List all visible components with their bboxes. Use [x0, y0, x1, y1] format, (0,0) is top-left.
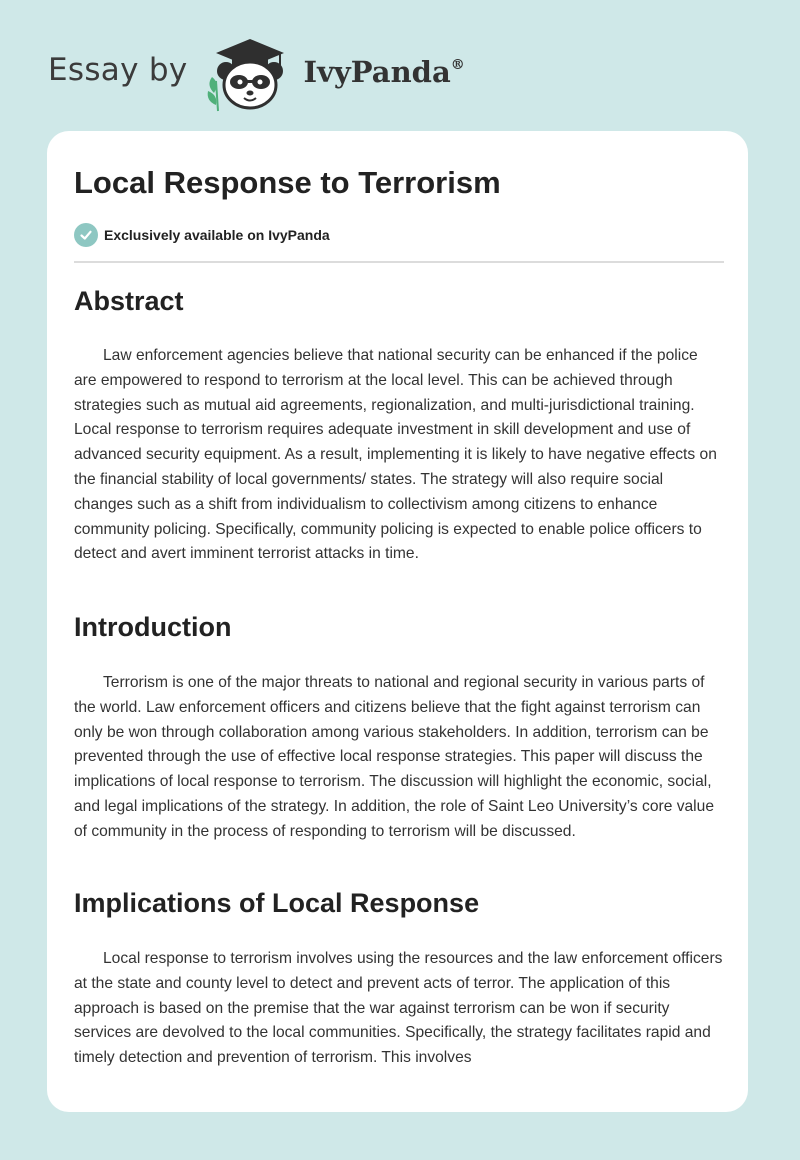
section-heading-introduction: Introduction [74, 612, 232, 642]
exclusive-badge-label: Exclusively available on IvyPanda [104, 227, 330, 243]
page-title: Local Response to Terrorism [74, 165, 501, 200]
essay-card [47, 131, 748, 1112]
registered-mark: ® [450, 57, 465, 73]
check-icon [74, 223, 98, 247]
exclusive-badge [74, 223, 330, 247]
essay-by-label: Essay by [48, 52, 188, 88]
section-body-introduction: Terrorism is one of the major threats to national and regional security in various parts of the world. Law enforcement officers and citizens believe that the fight against terrorism can only be won through collaboration among various stakeholders. In addition, terrorism can be prevented through the use of effective local response strategies. This paper will discuss the implications of local response to terrorism. The discussion will highlight the economic, social, and legal implications of the strategy. In addition, the role of Saint Leo University’s core value of community in the process of responding to terrorism will be discussed. [74, 674, 714, 840]
section-heading-implications: Implications of Local Response [74, 888, 480, 918]
brand-name[interactable]: IvyPanda® [303, 55, 465, 89]
divider [74, 261, 724, 263]
section-body-implications: Local response to terrorism involves using the resources and the law enforcement officers at the state and county level to detect and prevent acts of terror. The application of this approach is based on the premise that the war against terrorism can be won if security services are devolved to the local communities. Specifically, the strategy facilitates rapid and timely detection and prevention of terrorism. This involves [74, 950, 723, 1067]
panda-logo-icon[interactable] [202, 35, 298, 113]
section-body-abstract: Law enforcement agencies believe that national security can be enhanced if the police are empowered to respond to terrorism at the local level. This can be achieved through strategies such as mutual aid agreements, regionalization, and multi-jurisdictional training. Local response to terrorism requires adequate investment in skill development and use of advanced security equipment. As a result, implementing it is likely to have negative effects on the financial stability of local governments/ states. The strategy will also require social changes such as a shift from individualism to collectivism among citizens to enhance community policing. Specifically, community policing is expected to enable police officers to detect and avert imminent terrorist attacks in time. [74, 347, 717, 563]
section-heading-abstract: Abstract [74, 286, 184, 316]
site-header [48, 34, 465, 114]
